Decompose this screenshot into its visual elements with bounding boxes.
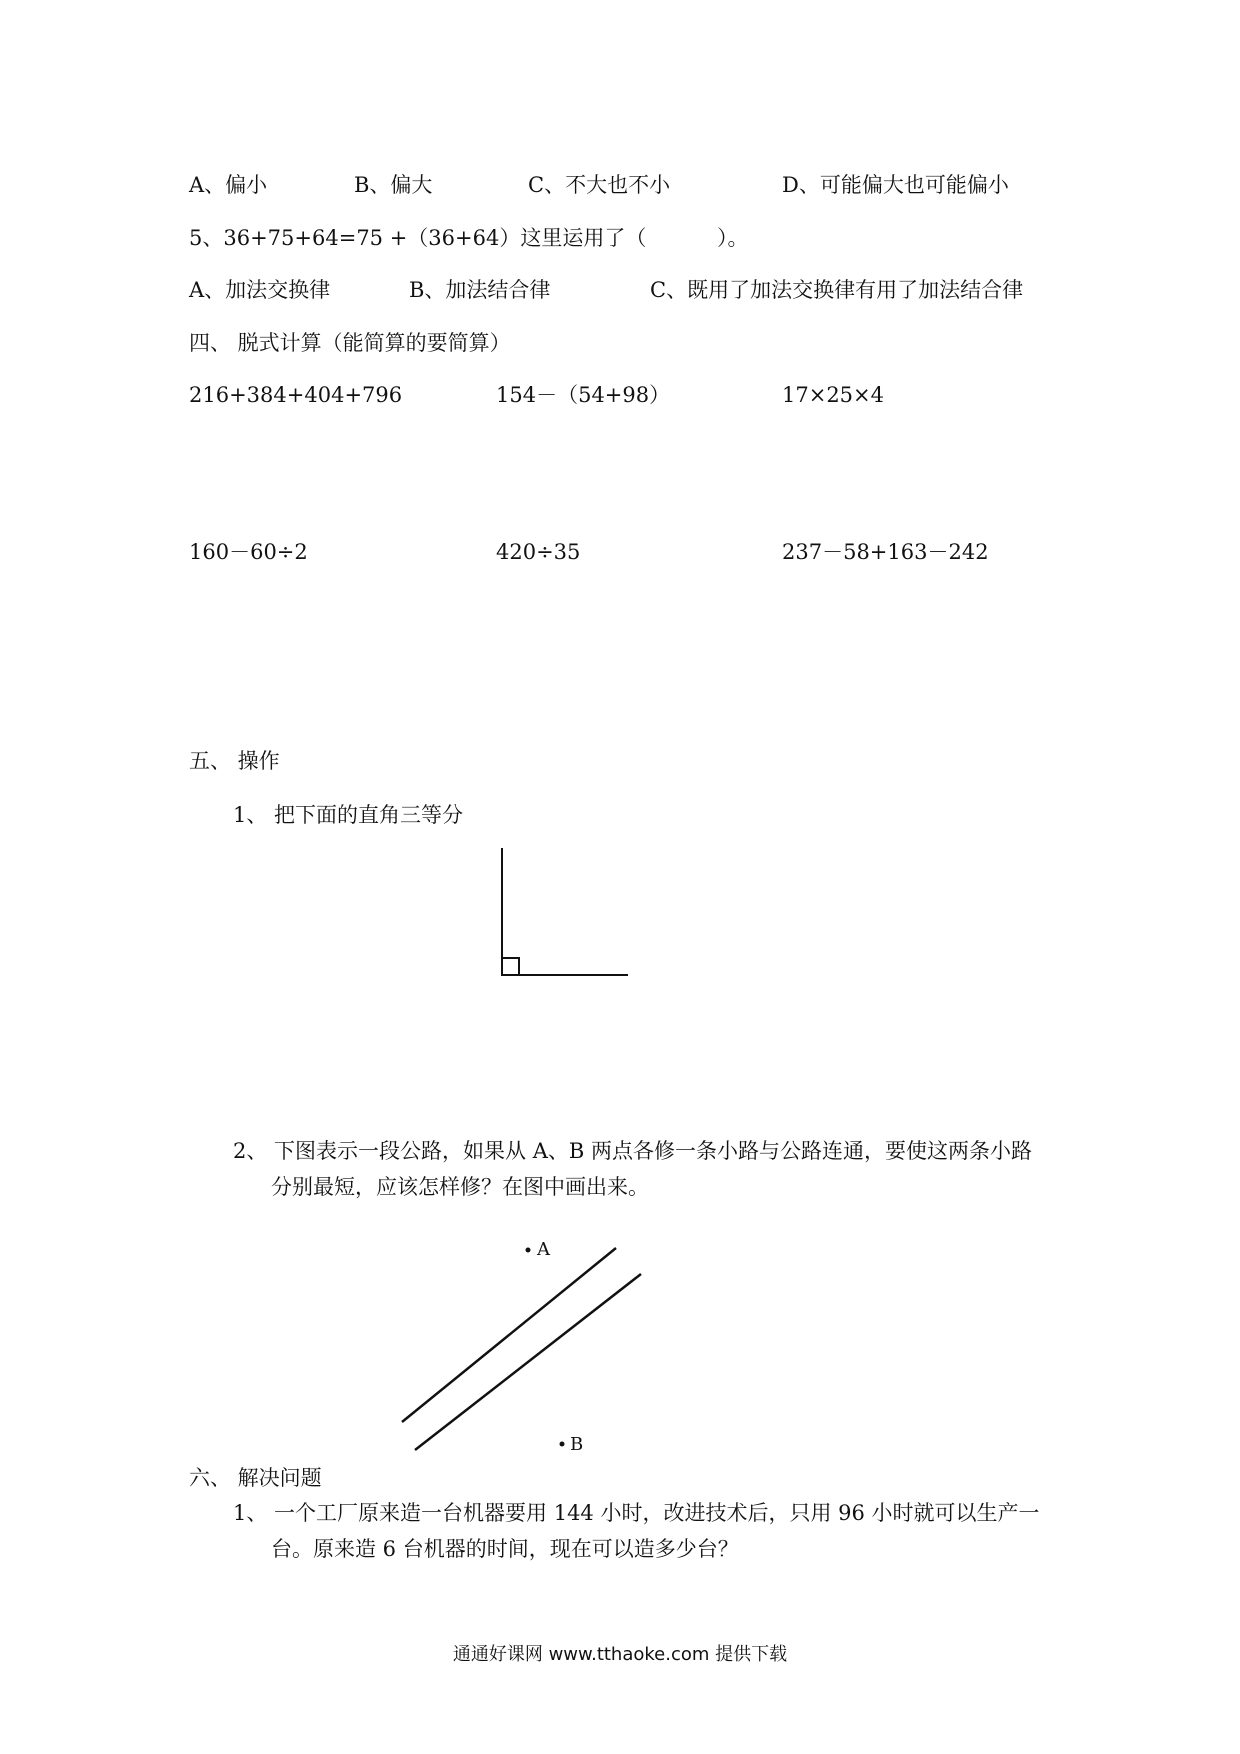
problem-1-line2: 台。原来造 6 台机器的时间，现在可以造多少台？ xyxy=(271,1537,739,1561)
point-a-dot xyxy=(526,1248,531,1253)
section6-heading: 六、 解决问题 xyxy=(189,1466,322,1490)
operation-item-2-line2: 分别最短，应该怎样修？在图中画出来。 xyxy=(271,1175,649,1199)
section4-heading: 四、 脱式计算（能简算的要简算） xyxy=(189,331,511,355)
q5-stem-close: ）。 xyxy=(717,226,749,250)
problem-1-line1: 1、 一个工厂原来造一台机器要用 144 小时，改进技术后，只用 96 小时就可以生产一 xyxy=(233,1501,1040,1525)
point-b-label: B xyxy=(570,1434,584,1455)
q4-option-a: A、偏小 xyxy=(189,173,268,197)
road-figure xyxy=(390,1230,650,1460)
right-angle-mark xyxy=(502,958,519,975)
calc-5: 420÷35 xyxy=(496,540,581,564)
calc-4: 160－60÷2 xyxy=(189,540,308,564)
road-edge-lower xyxy=(415,1274,641,1450)
page-footer: 通通好课网 www.tthaoke.com 提供下载 xyxy=(452,1644,788,1665)
point-a-label: A xyxy=(537,1239,550,1260)
calc-3: 17×25×4 xyxy=(782,383,884,407)
calc-1: 216+384+404+796 xyxy=(189,383,403,407)
calc-2: 154－（54+98） xyxy=(496,383,671,407)
q5-option-b: B、加法结合律 xyxy=(409,278,551,302)
road-edge-upper xyxy=(402,1248,616,1422)
operation-item-2-line1: 2、 下图表示一段公路，如果从 A、B 两点各修一条小路与公路连通，要使这两条小路 xyxy=(233,1139,1032,1163)
calc-6: 237－58+163－242 xyxy=(782,540,989,564)
q5-option-c: C、既用了加法交换律有用了加法结合律 xyxy=(650,278,1024,302)
operation-item-1: 1、 把下面的直角三等分 xyxy=(233,803,464,827)
right-angle-figure xyxy=(480,840,640,990)
point-b-dot xyxy=(560,1442,565,1447)
q4-option-b: B、偏大 xyxy=(354,173,433,197)
section5-heading: 五、 操作 xyxy=(189,749,280,773)
q5-stem: 5、36+75+64=75 +（36+64）这里运用了（ xyxy=(189,226,647,250)
q4-option-d: D、可能偏大也可能偏小 xyxy=(782,173,1009,197)
q4-option-c: C、不大也不小 xyxy=(528,173,671,197)
q5-option-a: A、加法交换律 xyxy=(189,278,331,302)
